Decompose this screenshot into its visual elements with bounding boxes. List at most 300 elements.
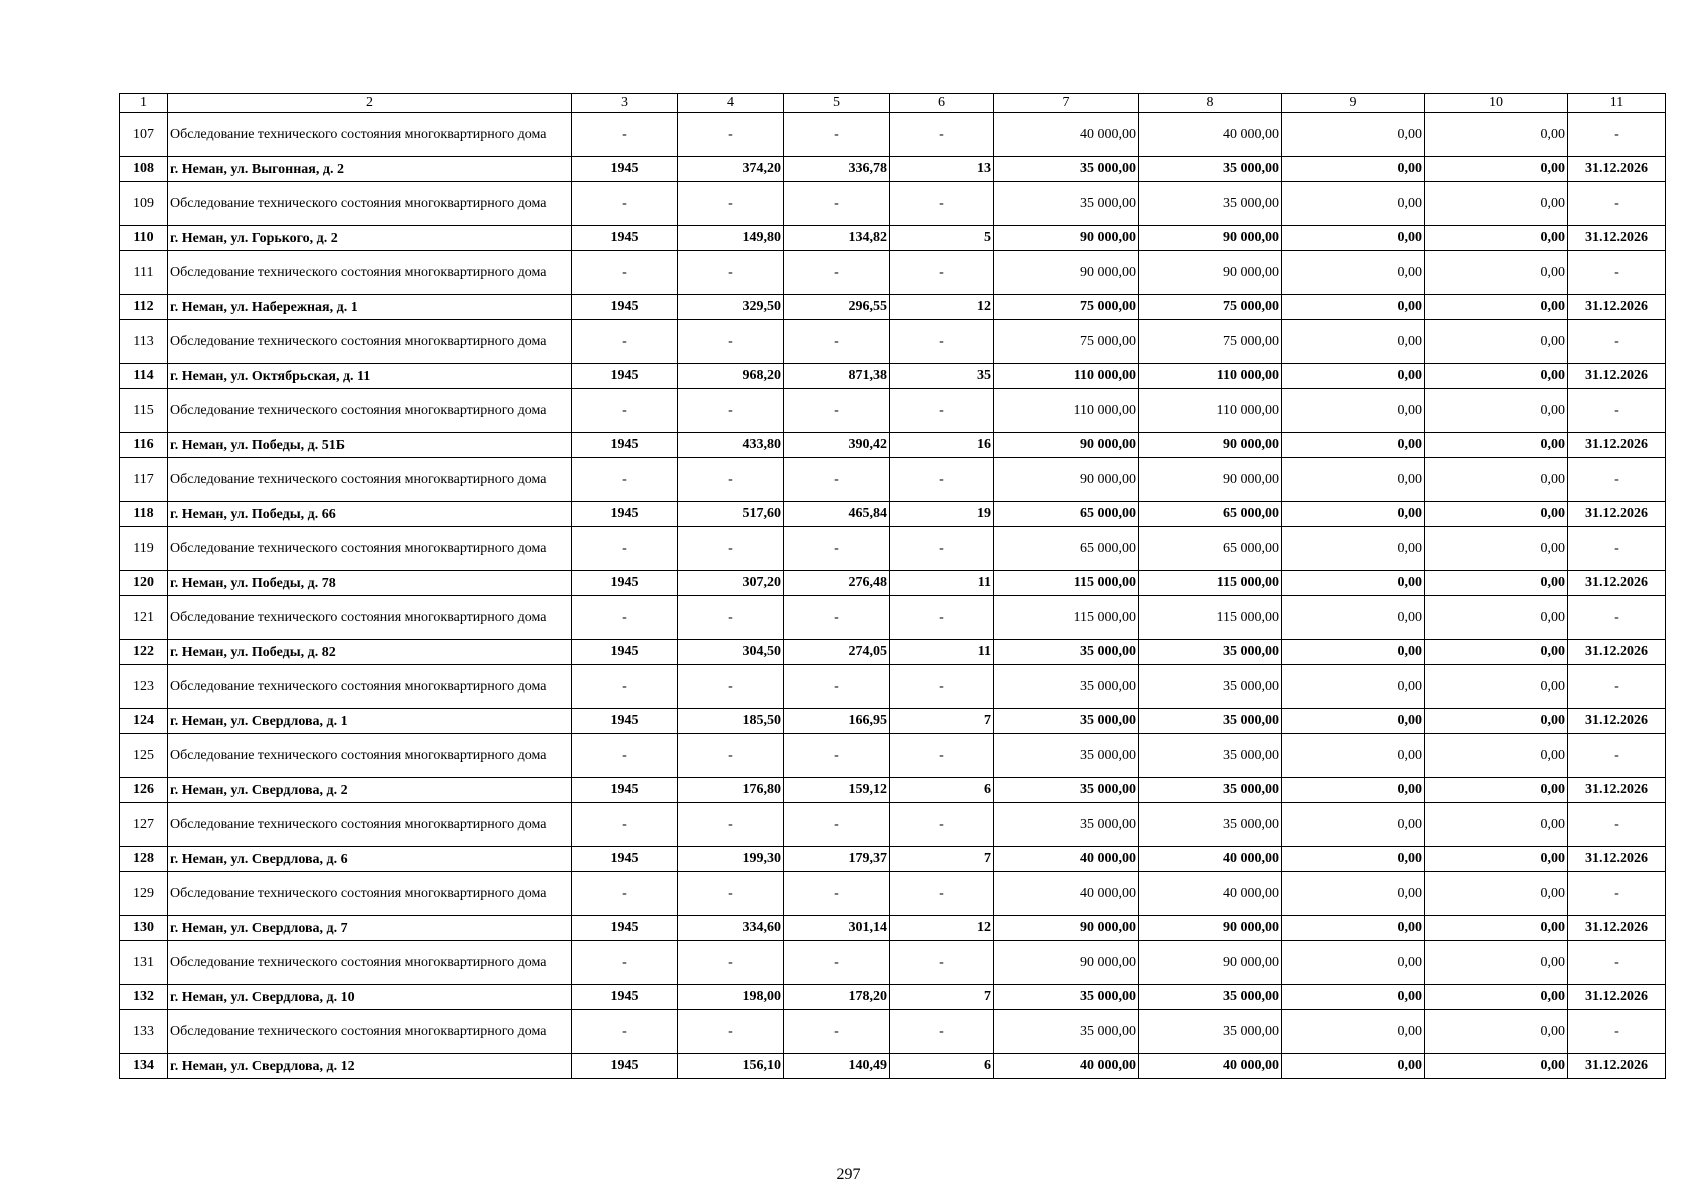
inspection-row bbox=[120, 527, 1666, 571]
year-built-cell: - bbox=[572, 389, 678, 433]
owners-amount-cell: 0,00 bbox=[1425, 1010, 1568, 1054]
item-name-cell: г. Неман, ул. Свердлова, д. 12 bbox=[168, 1054, 572, 1079]
living-area-cell: 390,42 bbox=[784, 433, 890, 458]
residents-count-cell: - bbox=[890, 182, 994, 226]
item-name-cell: Обследование технического состояния многоквартирного дома bbox=[168, 458, 572, 502]
residents-count-cell: 7 bbox=[890, 709, 994, 734]
inspection-row bbox=[120, 665, 1666, 709]
residents-count-cell: - bbox=[890, 803, 994, 847]
living-area-cell: - bbox=[784, 941, 890, 985]
residents-count-cell: - bbox=[890, 1010, 994, 1054]
living-area-cell: - bbox=[784, 527, 890, 571]
budget-amount-cell: 0,00 bbox=[1282, 640, 1425, 665]
row-number-cell: 107 bbox=[120, 113, 168, 157]
residents-count-cell: - bbox=[890, 665, 994, 709]
residents-count-cell: - bbox=[890, 734, 994, 778]
header-cell: 10 bbox=[1425, 94, 1568, 113]
budget-amount-cell: 0,00 bbox=[1282, 458, 1425, 502]
living-area-cell: 140,49 bbox=[784, 1054, 890, 1079]
budget-amount-cell: 0,00 bbox=[1282, 527, 1425, 571]
living-area-cell: - bbox=[784, 251, 890, 295]
residents-count-cell: 16 bbox=[890, 433, 994, 458]
inspection-row bbox=[120, 872, 1666, 916]
year-built-cell: 1945 bbox=[572, 157, 678, 182]
completion-date-cell: - bbox=[1568, 872, 1666, 916]
total-cost-cell: 35 000,00 bbox=[994, 665, 1139, 709]
address-row bbox=[120, 364, 1666, 389]
inspection-row bbox=[120, 803, 1666, 847]
residents-count-cell: 35 bbox=[890, 364, 994, 389]
owners-amount-cell: 0,00 bbox=[1425, 433, 1568, 458]
item-name-cell: г. Неман, ул. Свердлова, д. 10 bbox=[168, 985, 572, 1010]
residents-count-cell: 19 bbox=[890, 502, 994, 527]
address-row bbox=[120, 778, 1666, 803]
total-area-cell: 334,60 bbox=[678, 916, 784, 941]
residents-count-cell: - bbox=[890, 872, 994, 916]
fund-amount-cell: 65 000,00 bbox=[1139, 527, 1282, 571]
total-cost-cell: 115 000,00 bbox=[994, 571, 1139, 596]
address-row bbox=[120, 226, 1666, 251]
living-area-cell: 296,55 bbox=[784, 295, 890, 320]
fund-amount-cell: 65 000,00 bbox=[1139, 502, 1282, 527]
inspection-row bbox=[120, 734, 1666, 778]
owners-amount-cell: 0,00 bbox=[1425, 295, 1568, 320]
item-name-cell: г. Неман, ул. Свердлова, д. 6 bbox=[168, 847, 572, 872]
row-number-cell: 115 bbox=[120, 389, 168, 433]
budget-amount-cell: 0,00 bbox=[1282, 985, 1425, 1010]
living-area-cell: 134,82 bbox=[784, 226, 890, 251]
budget-amount-cell: 0,00 bbox=[1282, 709, 1425, 734]
header-cell: 5 bbox=[784, 94, 890, 113]
budget-amount-cell: 0,00 bbox=[1282, 665, 1425, 709]
residents-count-cell: - bbox=[890, 596, 994, 640]
completion-date-cell: 31.12.2026 bbox=[1568, 985, 1666, 1010]
completion-date-cell: - bbox=[1568, 734, 1666, 778]
total-cost-cell: 40 000,00 bbox=[994, 113, 1139, 157]
total-cost-cell: 40 000,00 bbox=[994, 872, 1139, 916]
total-area-cell: 374,20 bbox=[678, 157, 784, 182]
row-number-cell: 112 bbox=[120, 295, 168, 320]
residents-count-cell: 11 bbox=[890, 640, 994, 665]
total-cost-cell: 35 000,00 bbox=[994, 709, 1139, 734]
completion-date-cell: 31.12.2026 bbox=[1568, 778, 1666, 803]
fund-amount-cell: 40 000,00 bbox=[1139, 847, 1282, 872]
living-area-cell: 336,78 bbox=[784, 157, 890, 182]
living-area-cell: 179,37 bbox=[784, 847, 890, 872]
residents-count-cell: 5 bbox=[890, 226, 994, 251]
residents-count-cell: - bbox=[890, 389, 994, 433]
item-name-cell: Обследование технического состояния многоквартирного дома bbox=[168, 596, 572, 640]
year-built-cell: 1945 bbox=[572, 433, 678, 458]
total-area-cell: - bbox=[678, 527, 784, 571]
address-row bbox=[120, 709, 1666, 734]
year-built-cell: - bbox=[572, 596, 678, 640]
owners-amount-cell: 0,00 bbox=[1425, 734, 1568, 778]
budget-amount-cell: 0,00 bbox=[1282, 803, 1425, 847]
fund-amount-cell: 35 000,00 bbox=[1139, 734, 1282, 778]
budget-amount-cell: 0,00 bbox=[1282, 157, 1425, 182]
year-built-cell: 1945 bbox=[572, 916, 678, 941]
item-name-cell: Обследование технического состояния многоквартирного дома bbox=[168, 251, 572, 295]
owners-amount-cell: 0,00 bbox=[1425, 527, 1568, 571]
total-cost-cell: 40 000,00 bbox=[994, 1054, 1139, 1079]
total-area-cell: 149,80 bbox=[678, 226, 784, 251]
total-area-cell: - bbox=[678, 182, 784, 226]
owners-amount-cell: 0,00 bbox=[1425, 916, 1568, 941]
budget-amount-cell: 0,00 bbox=[1282, 778, 1425, 803]
total-cost-cell: 40 000,00 bbox=[994, 847, 1139, 872]
total-cost-cell: 65 000,00 bbox=[994, 502, 1139, 527]
address-row bbox=[120, 157, 1666, 182]
living-area-cell: - bbox=[784, 665, 890, 709]
budget-amount-cell: 0,00 bbox=[1282, 226, 1425, 251]
owners-amount-cell: 0,00 bbox=[1425, 226, 1568, 251]
completion-date-cell: 31.12.2026 bbox=[1568, 502, 1666, 527]
total-cost-cell: 90 000,00 bbox=[994, 433, 1139, 458]
inspection-row bbox=[120, 251, 1666, 295]
total-cost-cell: 90 000,00 bbox=[994, 251, 1139, 295]
year-built-cell: 1945 bbox=[572, 295, 678, 320]
budget-amount-cell: 0,00 bbox=[1282, 1054, 1425, 1079]
row-number-cell: 127 bbox=[120, 803, 168, 847]
fund-amount-cell: 35 000,00 bbox=[1139, 640, 1282, 665]
fund-amount-cell: 35 000,00 bbox=[1139, 778, 1282, 803]
living-area-cell: 301,14 bbox=[784, 916, 890, 941]
total-area-cell: - bbox=[678, 941, 784, 985]
living-area-cell: 276,48 bbox=[784, 571, 890, 596]
address-row bbox=[120, 1054, 1666, 1079]
fund-amount-cell: 110 000,00 bbox=[1139, 364, 1282, 389]
address-row bbox=[120, 916, 1666, 941]
fund-amount-cell: 40 000,00 bbox=[1139, 113, 1282, 157]
item-name-cell: Обследование технического состояния многоквартирного дома bbox=[168, 320, 572, 364]
total-cost-cell: 35 000,00 bbox=[994, 640, 1139, 665]
year-built-cell: - bbox=[572, 458, 678, 502]
fund-amount-cell: 75 000,00 bbox=[1139, 295, 1282, 320]
total-cost-cell: 35 000,00 bbox=[994, 734, 1139, 778]
row-number-cell: 134 bbox=[120, 1054, 168, 1079]
fund-amount-cell: 40 000,00 bbox=[1139, 1054, 1282, 1079]
fund-amount-cell: 35 000,00 bbox=[1139, 157, 1282, 182]
address-row bbox=[120, 847, 1666, 872]
header-cell: 7 bbox=[994, 94, 1139, 113]
item-name-cell: Обследование технического состояния многоквартирного дома bbox=[168, 113, 572, 157]
total-area-cell: - bbox=[678, 458, 784, 502]
row-number-cell: 117 bbox=[120, 458, 168, 502]
completion-date-cell: - bbox=[1568, 251, 1666, 295]
budget-amount-cell: 0,00 bbox=[1282, 113, 1425, 157]
item-name-cell: г. Неман, ул. Свердлова, д. 1 bbox=[168, 709, 572, 734]
year-built-cell: 1945 bbox=[572, 847, 678, 872]
total-cost-cell: 35 000,00 bbox=[994, 1010, 1139, 1054]
year-built-cell: 1945 bbox=[572, 226, 678, 251]
budget-amount-cell: 0,00 bbox=[1282, 320, 1425, 364]
completion-date-cell: - bbox=[1568, 596, 1666, 640]
year-built-cell: - bbox=[572, 320, 678, 364]
owners-amount-cell: 0,00 bbox=[1425, 320, 1568, 364]
fund-amount-cell: 35 000,00 bbox=[1139, 709, 1282, 734]
total-area-cell: 304,50 bbox=[678, 640, 784, 665]
total-area-cell: 156,10 bbox=[678, 1054, 784, 1079]
item-name-cell: г. Неман, ул. Победы, д. 78 bbox=[168, 571, 572, 596]
completion-date-cell: 31.12.2026 bbox=[1568, 226, 1666, 251]
budget-amount-cell: 0,00 bbox=[1282, 502, 1425, 527]
fund-amount-cell: 115 000,00 bbox=[1139, 596, 1282, 640]
total-cost-cell: 35 000,00 bbox=[994, 985, 1139, 1010]
completion-date-cell: 31.12.2026 bbox=[1568, 157, 1666, 182]
total-area-cell: 185,50 bbox=[678, 709, 784, 734]
row-number-cell: 128 bbox=[120, 847, 168, 872]
owners-amount-cell: 0,00 bbox=[1425, 665, 1568, 709]
total-area-cell: 433,80 bbox=[678, 433, 784, 458]
fund-amount-cell: 90 000,00 bbox=[1139, 433, 1282, 458]
owners-amount-cell: 0,00 bbox=[1425, 389, 1568, 433]
completion-date-cell: 31.12.2026 bbox=[1568, 295, 1666, 320]
residents-count-cell: - bbox=[890, 113, 994, 157]
item-name-cell: Обследование технического состояния многоквартирного дома bbox=[168, 941, 572, 985]
total-cost-cell: 110 000,00 bbox=[994, 389, 1139, 433]
row-number-cell: 133 bbox=[120, 1010, 168, 1054]
living-area-cell: - bbox=[784, 734, 890, 778]
owners-amount-cell: 0,00 bbox=[1425, 596, 1568, 640]
completion-date-cell: 31.12.2026 bbox=[1568, 571, 1666, 596]
row-number-cell: 113 bbox=[120, 320, 168, 364]
total-cost-cell: 115 000,00 bbox=[994, 596, 1139, 640]
item-name-cell: Обследование технического состояния многоквартирного дома bbox=[168, 1010, 572, 1054]
owners-amount-cell: 0,00 bbox=[1425, 571, 1568, 596]
year-built-cell: - bbox=[572, 941, 678, 985]
row-number-cell: 110 bbox=[120, 226, 168, 251]
header-cell: 3 bbox=[572, 94, 678, 113]
total-area-cell: - bbox=[678, 113, 784, 157]
residents-count-cell: 11 bbox=[890, 571, 994, 596]
item-name-cell: Обследование технического состояния многоквартирного дома bbox=[168, 803, 572, 847]
row-number-cell: 129 bbox=[120, 872, 168, 916]
total-area-cell: 329,50 bbox=[678, 295, 784, 320]
total-cost-cell: 90 000,00 bbox=[994, 916, 1139, 941]
total-area-cell: - bbox=[678, 596, 784, 640]
total-area-cell: - bbox=[678, 665, 784, 709]
inspection-row bbox=[120, 320, 1666, 364]
budget-amount-cell: 0,00 bbox=[1282, 251, 1425, 295]
year-built-cell: - bbox=[572, 872, 678, 916]
budget-amount-cell: 0,00 bbox=[1282, 847, 1425, 872]
living-area-cell: 178,20 bbox=[784, 985, 890, 1010]
row-number-cell: 114 bbox=[120, 364, 168, 389]
item-name-cell: Обследование технического состояния многоквартирного дома bbox=[168, 872, 572, 916]
item-name-cell: г. Неман, ул. Выгонная, д. 2 bbox=[168, 157, 572, 182]
completion-date-cell: - bbox=[1568, 458, 1666, 502]
total-area-cell: 968,20 bbox=[678, 364, 784, 389]
residents-count-cell: 7 bbox=[890, 847, 994, 872]
row-number-cell: 116 bbox=[120, 433, 168, 458]
year-built-cell: 1945 bbox=[572, 778, 678, 803]
residents-count-cell: - bbox=[890, 251, 994, 295]
header-cell: 1 bbox=[120, 94, 168, 113]
fund-amount-cell: 90 000,00 bbox=[1139, 458, 1282, 502]
budget-amount-cell: 0,00 bbox=[1282, 364, 1425, 389]
total-area-cell: 517,60 bbox=[678, 502, 784, 527]
item-name-cell: г. Неман, ул. Свердлова, д. 7 bbox=[168, 916, 572, 941]
fund-amount-cell: 115 000,00 bbox=[1139, 571, 1282, 596]
inspection-row bbox=[120, 1010, 1666, 1054]
year-built-cell: - bbox=[572, 113, 678, 157]
total-area-cell: - bbox=[678, 389, 784, 433]
row-number-cell: 126 bbox=[120, 778, 168, 803]
living-area-cell: - bbox=[784, 803, 890, 847]
inspection-row bbox=[120, 113, 1666, 157]
total-cost-cell: 75 000,00 bbox=[994, 295, 1139, 320]
item-name-cell: Обследование технического состояния многоквартирного дома bbox=[168, 665, 572, 709]
living-area-cell: 274,05 bbox=[784, 640, 890, 665]
item-name-cell: Обследование технического состояния многоквартирного дома bbox=[168, 527, 572, 571]
budget-amount-cell: 0,00 bbox=[1282, 571, 1425, 596]
year-built-cell: 1945 bbox=[572, 640, 678, 665]
budget-amount-cell: 0,00 bbox=[1282, 295, 1425, 320]
completion-date-cell: 31.12.2026 bbox=[1568, 433, 1666, 458]
residents-count-cell: - bbox=[890, 320, 994, 364]
living-area-cell: 465,84 bbox=[784, 502, 890, 527]
total-area-cell: 176,80 bbox=[678, 778, 784, 803]
address-row bbox=[120, 433, 1666, 458]
residents-count-cell: 13 bbox=[890, 157, 994, 182]
total-area-cell: - bbox=[678, 872, 784, 916]
completion-date-cell: 31.12.2026 bbox=[1568, 640, 1666, 665]
row-number-cell: 132 bbox=[120, 985, 168, 1010]
item-name-cell: г. Неман, ул. Победы, д. 66 bbox=[168, 502, 572, 527]
fund-amount-cell: 35 000,00 bbox=[1139, 665, 1282, 709]
housing-program-table bbox=[119, 93, 1666, 1079]
owners-amount-cell: 0,00 bbox=[1425, 502, 1568, 527]
fund-amount-cell: 90 000,00 bbox=[1139, 226, 1282, 251]
fund-amount-cell: 90 000,00 bbox=[1139, 916, 1282, 941]
inspection-row bbox=[120, 941, 1666, 985]
completion-date-cell: - bbox=[1568, 320, 1666, 364]
inspection-row bbox=[120, 389, 1666, 433]
owners-amount-cell: 0,00 bbox=[1425, 872, 1568, 916]
budget-amount-cell: 0,00 bbox=[1282, 734, 1425, 778]
owners-amount-cell: 0,00 bbox=[1425, 985, 1568, 1010]
address-row bbox=[120, 571, 1666, 596]
header-cell: 6 bbox=[890, 94, 994, 113]
year-built-cell: - bbox=[572, 803, 678, 847]
completion-date-cell: - bbox=[1568, 182, 1666, 226]
column-number-header-row bbox=[120, 94, 1666, 113]
living-area-cell: - bbox=[784, 182, 890, 226]
fund-amount-cell: 35 000,00 bbox=[1139, 985, 1282, 1010]
budget-amount-cell: 0,00 bbox=[1282, 872, 1425, 916]
completion-date-cell: 31.12.2026 bbox=[1568, 1054, 1666, 1079]
address-row bbox=[120, 295, 1666, 320]
row-number-cell: 119 bbox=[120, 527, 168, 571]
residents-count-cell: 12 bbox=[890, 916, 994, 941]
header-cell: 11 bbox=[1568, 94, 1666, 113]
row-number-cell: 109 bbox=[120, 182, 168, 226]
owners-amount-cell: 0,00 bbox=[1425, 847, 1568, 872]
fund-amount-cell: 90 000,00 bbox=[1139, 941, 1282, 985]
address-row bbox=[120, 640, 1666, 665]
total-area-cell: - bbox=[678, 251, 784, 295]
item-name-cell: г. Неман, ул. Горького, д. 2 bbox=[168, 226, 572, 251]
owners-amount-cell: 0,00 bbox=[1425, 941, 1568, 985]
residents-count-cell: - bbox=[890, 941, 994, 985]
residents-count-cell: 7 bbox=[890, 985, 994, 1010]
budget-amount-cell: 0,00 bbox=[1282, 1010, 1425, 1054]
total-cost-cell: 110 000,00 bbox=[994, 364, 1139, 389]
year-built-cell: - bbox=[572, 665, 678, 709]
inspection-row bbox=[120, 458, 1666, 502]
budget-amount-cell: 0,00 bbox=[1282, 433, 1425, 458]
completion-date-cell: - bbox=[1568, 389, 1666, 433]
year-built-cell: 1945 bbox=[572, 1054, 678, 1079]
fund-amount-cell: 40 000,00 bbox=[1139, 872, 1282, 916]
total-area-cell: - bbox=[678, 1010, 784, 1054]
completion-date-cell: 31.12.2026 bbox=[1568, 847, 1666, 872]
row-number-cell: 125 bbox=[120, 734, 168, 778]
address-row bbox=[120, 502, 1666, 527]
fund-amount-cell: 75 000,00 bbox=[1139, 320, 1282, 364]
item-name-cell: Обследование технического состояния многоквартирного дома bbox=[168, 182, 572, 226]
living-area-cell: - bbox=[784, 458, 890, 502]
fund-amount-cell: 35 000,00 bbox=[1139, 803, 1282, 847]
total-cost-cell: 75 000,00 bbox=[994, 320, 1139, 364]
year-built-cell: 1945 bbox=[572, 709, 678, 734]
completion-date-cell: 31.12.2026 bbox=[1568, 916, 1666, 941]
living-area-cell: 871,38 bbox=[784, 364, 890, 389]
item-name-cell: г. Неман, ул. Свердлова, д. 2 bbox=[168, 778, 572, 803]
completion-date-cell: 31.12.2026 bbox=[1568, 364, 1666, 389]
living-area-cell: - bbox=[784, 113, 890, 157]
row-number-cell: 122 bbox=[120, 640, 168, 665]
fund-amount-cell: 35 000,00 bbox=[1139, 1010, 1282, 1054]
row-number-cell: 111 bbox=[120, 251, 168, 295]
total-cost-cell: 65 000,00 bbox=[994, 527, 1139, 571]
residents-count-cell: - bbox=[890, 458, 994, 502]
completion-date-cell: - bbox=[1568, 665, 1666, 709]
living-area-cell: - bbox=[784, 1010, 890, 1054]
header-cell: 9 bbox=[1282, 94, 1425, 113]
total-area-cell: - bbox=[678, 734, 784, 778]
row-number-cell: 123 bbox=[120, 665, 168, 709]
owners-amount-cell: 0,00 bbox=[1425, 364, 1568, 389]
row-number-cell: 124 bbox=[120, 709, 168, 734]
residents-count-cell: 6 bbox=[890, 778, 994, 803]
item-name-cell: г. Неман, ул. Октябрьская, д. 11 bbox=[168, 364, 572, 389]
owners-amount-cell: 0,00 bbox=[1425, 778, 1568, 803]
total-cost-cell: 35 000,00 bbox=[994, 182, 1139, 226]
budget-amount-cell: 0,00 bbox=[1282, 941, 1425, 985]
row-number-cell: 121 bbox=[120, 596, 168, 640]
completion-date-cell: - bbox=[1568, 1010, 1666, 1054]
residents-count-cell: 12 bbox=[890, 295, 994, 320]
living-area-cell: - bbox=[784, 320, 890, 364]
completion-date-cell: - bbox=[1568, 527, 1666, 571]
row-number-cell: 120 bbox=[120, 571, 168, 596]
address-row bbox=[120, 985, 1666, 1010]
owners-amount-cell: 0,00 bbox=[1425, 113, 1568, 157]
total-cost-cell: 90 000,00 bbox=[994, 458, 1139, 502]
header-cell: 2 bbox=[168, 94, 572, 113]
completion-date-cell: 31.12.2026 bbox=[1568, 709, 1666, 734]
item-name-cell: Обследование технического состояния многоквартирного дома bbox=[168, 734, 572, 778]
total-area-cell: - bbox=[678, 320, 784, 364]
row-number-cell: 130 bbox=[120, 916, 168, 941]
year-built-cell: 1945 bbox=[572, 364, 678, 389]
total-area-cell: 198,00 bbox=[678, 985, 784, 1010]
owners-amount-cell: 0,00 bbox=[1425, 803, 1568, 847]
item-name-cell: Обследование технического состояния многоквартирного дома bbox=[168, 389, 572, 433]
living-area-cell: - bbox=[784, 872, 890, 916]
